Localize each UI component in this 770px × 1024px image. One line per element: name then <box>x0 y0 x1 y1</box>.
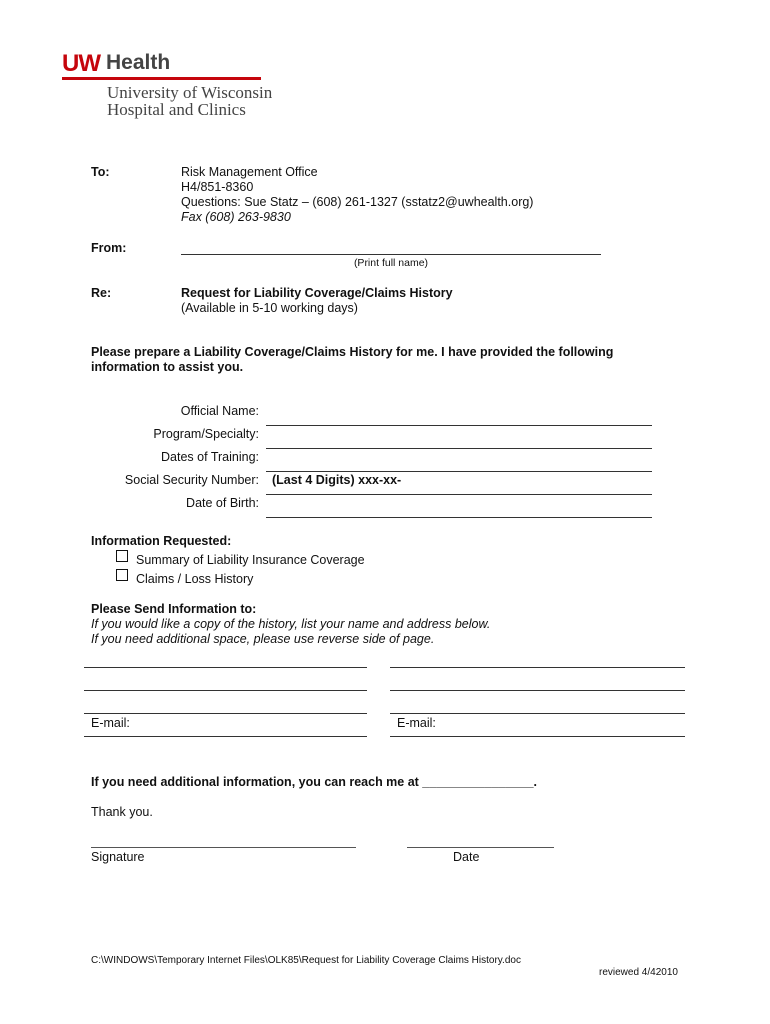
program-specialty-label: Program/Specialty: <box>153 427 259 441</box>
official-name-label: Official Name: <box>180 404 259 418</box>
logo-rule <box>62 77 261 80</box>
reach-me-text: If you need additional information, you can reach me at ________________. <box>91 775 538 789</box>
signature-line[interactable] <box>91 847 356 848</box>
claims-loss-label: Claims / Loss History <box>136 572 254 586</box>
intro-line-1: Please prepare a Liability Coverage/Claims History for me. I have provided the following <box>91 345 614 359</box>
signature-label: Signature <box>91 850 145 864</box>
to-line-4: Fax (608) 263-9830 <box>181 210 291 224</box>
address-right-line-3[interactable] <box>390 713 685 714</box>
to-label: To: <box>91 165 110 179</box>
official-name-line[interactable] <box>266 425 652 426</box>
dates-training-label: Dates of Training: <box>161 450 259 464</box>
logo-subtitle-line1: University of Wisconsin <box>107 83 273 102</box>
logo-uw-text: UW <box>62 50 100 77</box>
ssn-value: (Last 4 Digits) xxx-xx- <box>272 473 402 487</box>
send-info-title: Please Send Information to: <box>91 602 257 616</box>
summary-coverage-checkbox[interactable] <box>116 550 128 562</box>
to-line-3: Questions: Sue Statz – (608) 261-1327 (sstatz2@uwhealth.org) <box>181 195 534 209</box>
thank-you-text: Thank you. <box>91 805 153 819</box>
address-right-line-2[interactable] <box>390 690 685 691</box>
email-right-label: E-mail: <box>397 716 436 730</box>
send-info-line-1: If you would like a copy of the history, list your name and address below. <box>91 617 491 631</box>
ssn-line[interactable] <box>266 494 652 495</box>
dates-training-line[interactable] <box>266 471 652 472</box>
email-left-label: E-mail: <box>91 716 130 730</box>
re-label: Re: <box>91 286 112 300</box>
email-left-line[interactable] <box>84 736 367 737</box>
logo-subtitle-line2: Hospital and Clinics <box>107 100 246 119</box>
intro-line-2: information to assist you. <box>91 360 244 374</box>
ssn-label: Social Security Number: <box>124 473 259 487</box>
date-line[interactable] <box>407 847 554 848</box>
summary-coverage-label: Summary of Liability Insurance Coverage <box>136 553 365 567</box>
address-left-line-2[interactable] <box>84 690 367 691</box>
email-right-line[interactable] <box>390 736 685 737</box>
footer-file-path: C:\WINDOWS\Temporary Internet Files\OLK85\Request for Liability Coverage Claims History.doc <box>91 955 521 966</box>
re-title: Request for Liability Coverage/Claims History <box>181 286 453 300</box>
program-specialty-line[interactable] <box>266 448 652 449</box>
from-name-line[interactable] <box>181 254 601 255</box>
from-label: From: <box>91 241 127 255</box>
send-info-line-2: If you need additional space, please use reverse side of page. <box>91 632 435 646</box>
address-right-line-1[interactable] <box>390 667 685 668</box>
to-line-2: H4/851-8360 <box>181 180 254 194</box>
print-name-caption: (Print full name) <box>353 257 429 269</box>
dob-label: Date of Birth: <box>186 496 259 510</box>
date-label: Date <box>453 850 480 864</box>
logo-health-text: Health <box>106 51 171 74</box>
info-requested-title: Information Requested: <box>91 534 232 548</box>
address-left-line-3[interactable] <box>84 713 367 714</box>
to-line-1: Risk Management Office <box>181 165 318 179</box>
claims-loss-checkbox[interactable] <box>116 569 128 581</box>
footer-reviewed: reviewed 4/42010 <box>599 967 678 978</box>
address-left-line-1[interactable] <box>84 667 367 668</box>
dob-line[interactable] <box>266 517 652 518</box>
re-subtitle: (Available in 5-10 working days) <box>181 301 358 315</box>
